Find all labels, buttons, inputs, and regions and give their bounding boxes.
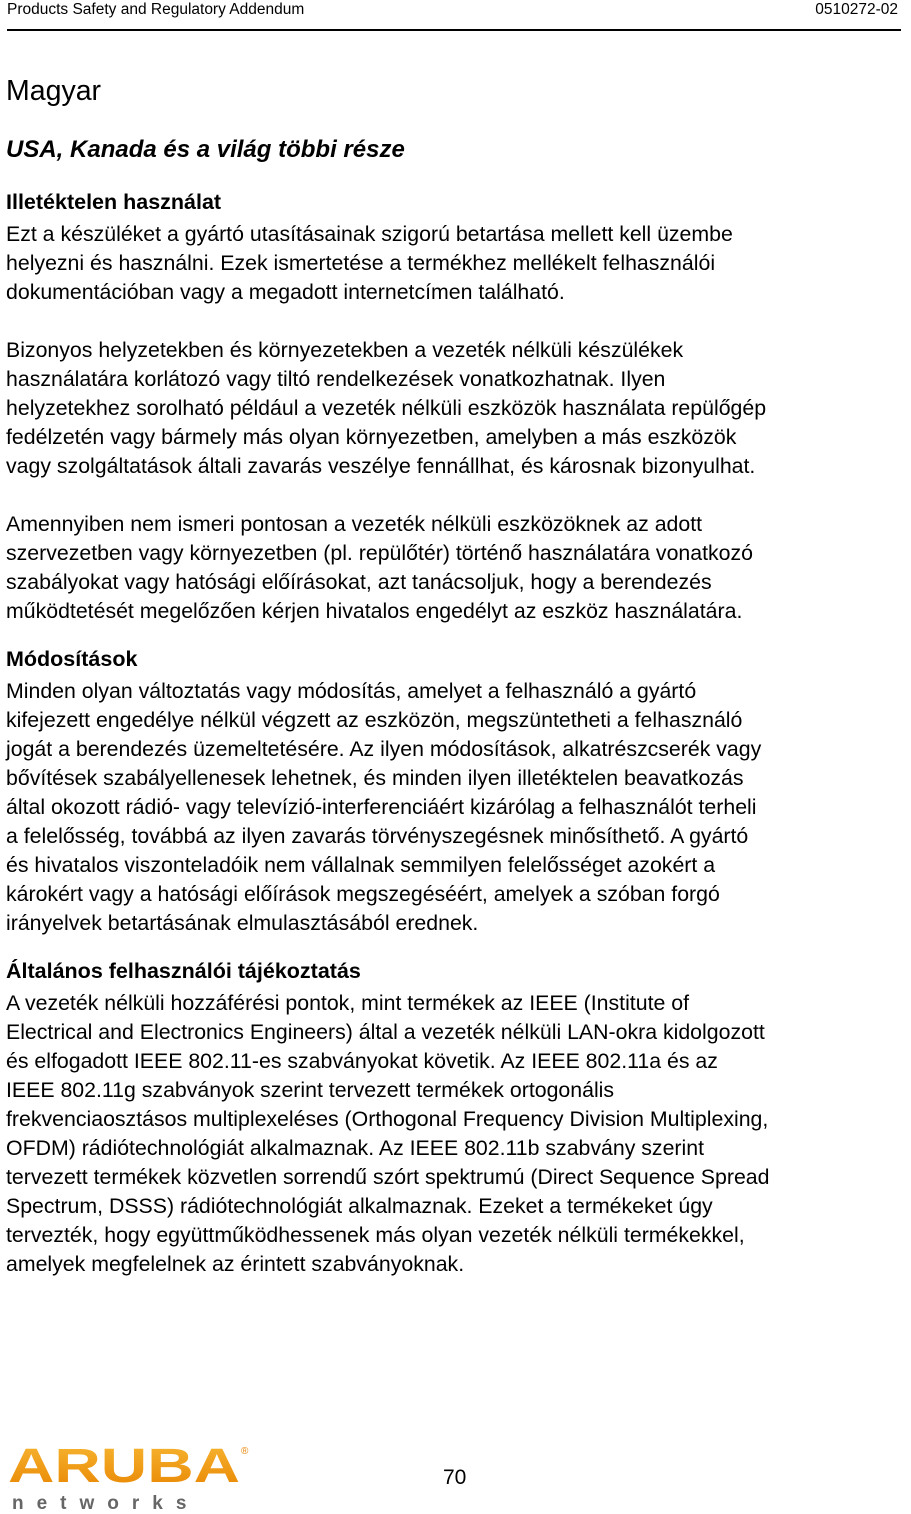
registered-mark-icon: ® bbox=[241, 1446, 249, 1457]
region-title: USA, Kanada és a világ többi része bbox=[6, 136, 405, 163]
paragraph-unauthorized-1: Ezt a készüléket a gyártó utasításainak szigorú betartása mellett kell üzembe helyezni és használni. Ezek ismertetése a termékhez mellékelt felhasználói dokumentációban vagy a megadott internetcímen található. bbox=[6, 222, 733, 304]
page-header bbox=[7, 0, 901, 31]
section-heading-unauthorized-use: Illetéktelen használat bbox=[6, 190, 222, 214]
paragraph-modifications: Minden olyan változtatás vagy módosítás, amelyet a felhasználó a gyártó kifejezett engedélye nélkül végzett az eszközön, megszüntetheti a felhasználó jogát a berendezés üzemeltetésére. Az ilyen módosítások, alkatrészcserék vagy bővítések szabályellenesek lehetnek, és minden ilyen illetéktelen beavatkozás által okozott rádió- vagy televízió-interferenciáért kizárólag a felhasználót terheli a felelősség, továbbá az ilyen zavarás törvényszegésnek minősíthető. A gyártó és hivatalos viszonteladóik nem vállalnak semmilyen felelősséget azokért a károkért vagy a hatósági előírások megszegéséért, amelyek a szóban forgó irányelvek betartásának elmulasztásából erednek. bbox=[6, 679, 762, 935]
paragraph-unauthorized-3: Amennyiben nem ismeri pontosan a vezeték nélküli eszközöknek az adott szervezetben vagy környezetben (pl. repülőtér) történő használatára vonatkozó szabályokat vagy hatósági előírásokat, azt tanácsoljuk, hogy a berendezés működtetését megelőzően kérjen hivatalos engedélyt az eszköz használatára. bbox=[6, 512, 754, 623]
page-number: 70 bbox=[443, 1466, 467, 1489]
document-number: 0510272-02 bbox=[815, 1, 898, 18]
logo-tagline: networks bbox=[12, 1493, 200, 1514]
page-content bbox=[6, 72, 906, 1279]
aruba-networks-logo bbox=[6, 1440, 252, 1514]
paragraph-general-info: A vezeték nélküli hozzáférési pontok, mint termékek az IEEE (Institute of Electrical and Electronics Engineers) által a vezeték nélküli LAN-okra kidolgozott és elfogadott IEEE 802.11-es szabványokat követik. Az IEEE 802.11a és az IEEE 802.11g szabványok szerint tervezett termékek ortogonális frekvenciaosztásos multiplexeléses (Orthogonal Frequency Division Multiplexing, OFDM) rádiótechnológiát alkalmaznak. Az IEEE 802.11b szabvány szerint tervezett termékek közvetlen sorrendű szórt spektrumú (Direct Sequence Spread Spectrum, DSSS) rádiótechnológiát alkalmaznak. Ezeket a termékeket úgy tervezték, hogy együttműködhessenek más olyan vezeték nélküli termékekkel, amelyek megfelelnek az érintett szabványoknak. bbox=[6, 991, 770, 1276]
section-heading-general-info: Általános felhasználói tájékoztatás bbox=[6, 959, 361, 983]
document-title: Products Safety and Regulatory Addendum bbox=[7, 1, 305, 18]
section-heading-modifications: Módosítások bbox=[6, 647, 138, 671]
language-title: Magyar bbox=[6, 75, 102, 107]
logo-wordmark: ARUBA bbox=[8, 1440, 241, 1493]
paragraph-unauthorized-2: Bizonyos helyzetekben és környezetekben a vezeték nélküli készülékek használatára korlátozó vagy tiltó rendelkezések vonatkozhatnak. Ilyen helyzetekhez sorolható például a vezeték nélküli eszközök használata repülőgép fedélzetén vagy bármely más olyan környezetben, amelyben a más eszközök vagy szolgáltatások általi zavarás veszélye fennállhat, és károsnak bizonyulhat. bbox=[6, 338, 767, 478]
